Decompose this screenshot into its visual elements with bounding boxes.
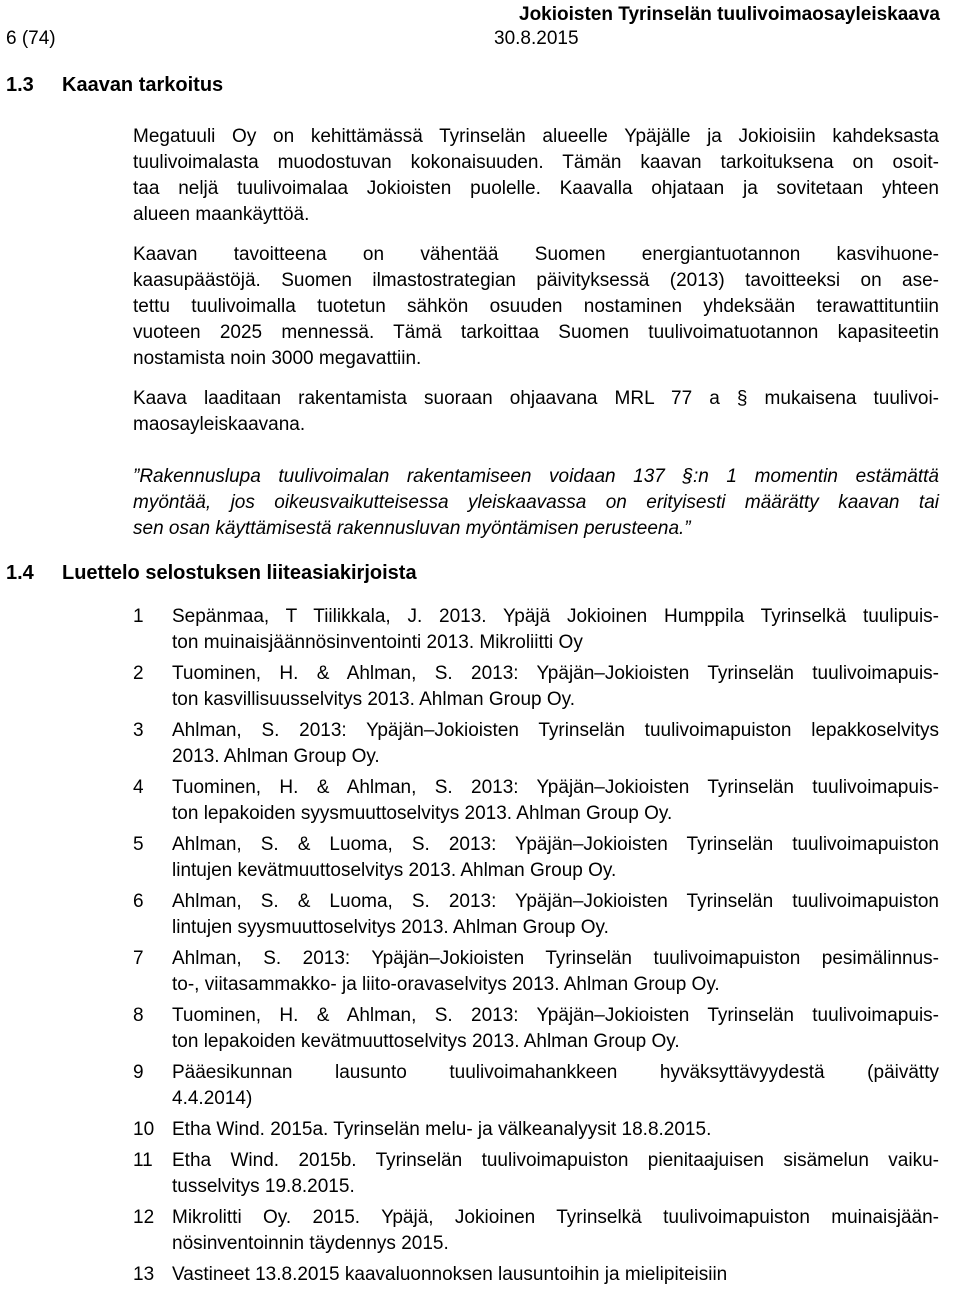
text-line: nösinventoinnin täydennys 2015. [172, 1233, 449, 1254]
list-item-number: 11 [133, 1150, 153, 1171]
text-line: lintujen kevätmuuttoselvitys 2013. Ahlman Group Oy. [172, 860, 617, 881]
list-item-number: 10 [133, 1119, 155, 1140]
text-line: lintujen syysmuuttoselvitys 2013. Ahlman Group Oy. [172, 917, 609, 938]
text-line: Mikrolitti Oy. 2015. Ypäjä, Jokioinen Tyrinselkä tuulivoimapuiston muinaisjään- [172, 1207, 939, 1228]
attachment-list [133, 604, 939, 1293]
text-line: Tuominen, H. & Ahlman, S. 2013: Ypäjän–Jokioisten Tyrinselän tuulivoimapuis- [172, 777, 939, 798]
document-title: Jokioisten Tyrinselän tuulivoimaosayleiskaava [519, 4, 940, 25]
text-line: taa neljä tuulivoimalaa Jokioisten puolelle. Kaavalla ohjataan ja sovitetaan yhteen [133, 178, 939, 199]
list-item-text [172, 718, 939, 770]
list-item [133, 1060, 939, 1112]
text-line: Kaava laaditaan rakentamista suoraan ohjaavana MRL 77 a § mukaisena tuulivoi- [133, 388, 939, 409]
section-title: Kaavan tarkoitus [62, 74, 224, 96]
text-line: alueen maankäyttöä. [133, 204, 310, 225]
list-item-number: 7 [133, 948, 144, 969]
list-item-number: 5 [133, 834, 144, 855]
paragraph-purpose [133, 124, 939, 228]
text-line: kaasupäästöjä. Suomen ilmastostrategian päivityksessä (2013) tavoitteeksi on ase- [133, 270, 939, 291]
section-number: 1.4 [6, 562, 34, 584]
text-line: ton kasvillisuusselvitys 2013. Ahlman Group Oy. [172, 689, 576, 710]
list-item-text [172, 946, 939, 998]
list-item [133, 1205, 939, 1257]
page-number: 6 (74) [6, 28, 56, 49]
text-line: Tuominen, H. & Ahlman, S. 2013: Ypäjän–Jokioisten Tyrinselän tuulivoimapuis- [172, 663, 939, 684]
text-line: 4.4.2014) [172, 1088, 253, 1109]
list-item [133, 1003, 939, 1055]
list-item [133, 718, 939, 770]
text-line: sen osan käyttämisestä rakennusluvan myöntämisen perusteena.” [133, 518, 691, 539]
text-line: Pääesikunnan lausunto tuulivoimahankkeen hyväksyttävyydestä (päivätty [172, 1062, 939, 1083]
list-item-text [172, 832, 939, 884]
text-line: Ahlman, S. & Luoma, S. 2013: Ypäjän–Jokioisten Tyrinselän tuulivoimapuiston [172, 834, 939, 855]
list-item [133, 604, 939, 656]
list-item-text [172, 1148, 939, 1200]
text-line: 2013. Ahlman Group Oy. [172, 746, 380, 767]
paragraph-goal [133, 242, 939, 372]
text-line: Etha Wind. 2015b. Tyrinselän tuulivoimapuiston pienitaajuisen sisämelun vaiku- [172, 1150, 939, 1171]
list-item-number: 12 [133, 1207, 155, 1228]
list-item-number: 6 [133, 891, 144, 912]
list-item [133, 1148, 939, 1200]
text-line: tettu tuulivoimalla tuotetun sähkön osuuden nostaminen yhdeksään terawattituntiin [133, 296, 939, 317]
text-line: Etha Wind. 2015a. Tyrinselän melu- ja välkeanalyysit 18.8.2015. [172, 1119, 712, 1140]
document-date: 30.8.2015 [494, 28, 579, 49]
text-line: nostamista noin 3000 megavattiin. [133, 348, 422, 369]
text-line: ton lepakoiden syysmuuttoselvitys 2013. Ahlman Group Oy. [172, 803, 673, 824]
list-item [133, 775, 939, 827]
list-item-text [172, 661, 939, 713]
list-item-number: 4 [133, 777, 144, 798]
text-line: myöntää, jos oikeusvaikutteisessa yleiskaavassa on erityisesti määrätty kaavan tai [133, 492, 939, 513]
list-item-number: 3 [133, 720, 144, 741]
list-item-text [172, 1060, 939, 1112]
section-heading-1-4 [6, 562, 417, 585]
list-item-text [172, 1205, 939, 1257]
quote-block [133, 464, 939, 542]
text-line: Megatuuli Oy on kehittämässä Tyrinselän alueelle Ypäjälle ja Jokioisiin kahdeksasta [133, 126, 939, 147]
text-line: Vastineet 13.8.2015 kaavaluonnoksen lausuntoihin ja mielipiteisiin [172, 1264, 728, 1285]
list-item-text [172, 1262, 939, 1288]
list-item-text [172, 604, 939, 656]
text-line: Sepänmaa, T Tiilikkala, J. 2013. Ypäjä Jokioinen Humppila Tyrinselkä tuulipuis- [172, 606, 939, 627]
text-line: tusselvitys 19.8.2015. [172, 1176, 355, 1197]
text-line: Tuominen, H. & Ahlman, S. 2013: Ypäjän–Jokioisten Tyrinselän tuulivoimapuis- [172, 1005, 939, 1026]
list-item-number: 1 [133, 606, 144, 627]
list-item [133, 1117, 939, 1143]
list-item [133, 661, 939, 713]
text-line: Ahlman, S. & Luoma, S. 2013: Ypäjän–Jokioisten Tyrinselän tuulivoimapuiston [172, 891, 939, 912]
text-line: maosayleiskaavana. [133, 414, 306, 435]
paragraph-law [133, 386, 939, 438]
list-item-text [172, 775, 939, 827]
list-item-number: 13 [133, 1264, 155, 1285]
list-item [133, 832, 939, 884]
text-line: Kaavan tavoitteena on vähentää Suomen energiantuotannon kasvihuone- [133, 244, 939, 265]
list-item [133, 889, 939, 941]
text-line: ton muinaisjäännösinventointi 2013. Mikroliitti Oy [172, 632, 583, 653]
section-number: 1.3 [6, 74, 34, 96]
list-item [133, 1262, 939, 1288]
text-line: vuoteen 2025 mennessä. Tämä tarkoittaa Suomen tuulivoimatuotannon kapasiteetin [133, 322, 939, 343]
text-line: Ahlman, S. 2013: Ypäjän–Jokioisten Tyrinselän tuulivoimapuiston lepakkoselvitys [172, 720, 939, 741]
list-item-text [172, 1117, 939, 1143]
text-line: tuulivoimalasta muodostuvan kokonaisuuden. Tämän kaavan tarkoituksena on osoit- [133, 152, 939, 173]
list-item-number: 9 [133, 1062, 144, 1083]
section-heading-1-3 [6, 74, 223, 97]
list-item-number: 8 [133, 1005, 144, 1026]
section-title: Luettelo selostuksen liiteasiakirjoista [62, 562, 417, 584]
list-item-text [172, 889, 939, 941]
text-line: ”Rakennuslupa tuulivoimalan rakentamiseen voidaan 137 §:n 1 momentin estämättä [133, 466, 939, 487]
list-item-text [172, 1003, 939, 1055]
text-line: Ahlman, S. 2013: Ypäjän–Jokioisten Tyrinselän tuulivoimapuiston pesimälinnus- [172, 948, 939, 969]
text-line: to-, viitasammakko- ja liito-oravaselvitys 2013. Ahlman Group Oy. [172, 974, 720, 995]
text-line: ton lepakoiden kevätmuuttoselvitys 2013. Ahlman Group Oy. [172, 1031, 680, 1052]
list-item [133, 946, 939, 998]
list-item-number: 2 [133, 663, 144, 684]
